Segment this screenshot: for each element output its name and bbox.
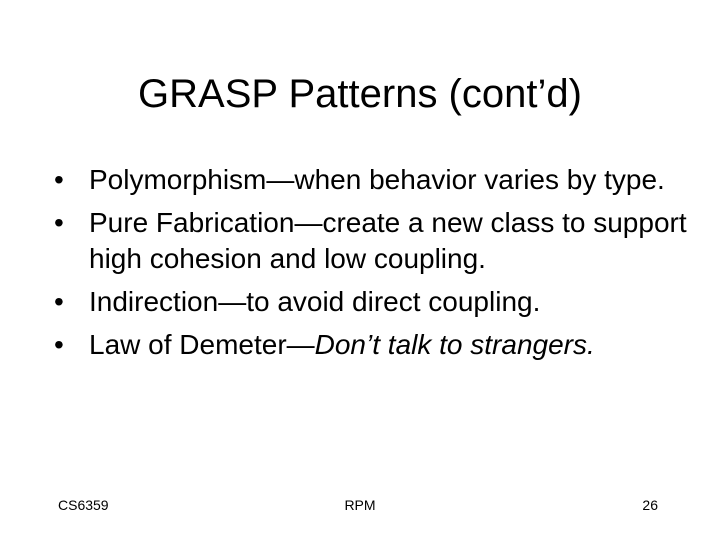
bullet-list [54,162,694,370]
bullet-icon: • [54,329,64,360]
bullet-item-pure-fabrication [54,205,694,277]
bullet-text: to avoid direct coupling. [246,286,541,317]
footer-page-number: 26 [642,497,658,513]
slide-title: GRASP Patterns (cont’d) [138,72,582,116]
bullet-icon: • [54,207,64,238]
bullet-term: Law of Demeter [89,329,287,360]
bullet-term: Pure Fabrication [89,207,295,238]
footer-course-code: CS6359 [58,497,109,513]
bullet-separator: — [266,164,295,195]
footer-author: RPM [344,497,376,513]
bullet-term: Polymorphism [89,164,267,195]
bullet-term: Indirection [89,286,219,317]
bullet-separator: — [294,207,323,238]
bullet-text: when behavior varies by type. [294,164,665,195]
bullet-item-law-of-demeter [54,327,694,363]
bullet-item-indirection [54,284,694,320]
bullet-text: create a new class to support high cohesion and low coupling. [89,207,687,274]
bullet-separator: — [286,329,315,360]
bullet-item-polymorphism [54,162,694,198]
bullet-icon: • [54,286,64,317]
bullet-text: Don’t talk to strangers. [314,329,595,360]
bullet-icon: • [54,164,64,195]
bullet-separator: — [218,286,247,317]
